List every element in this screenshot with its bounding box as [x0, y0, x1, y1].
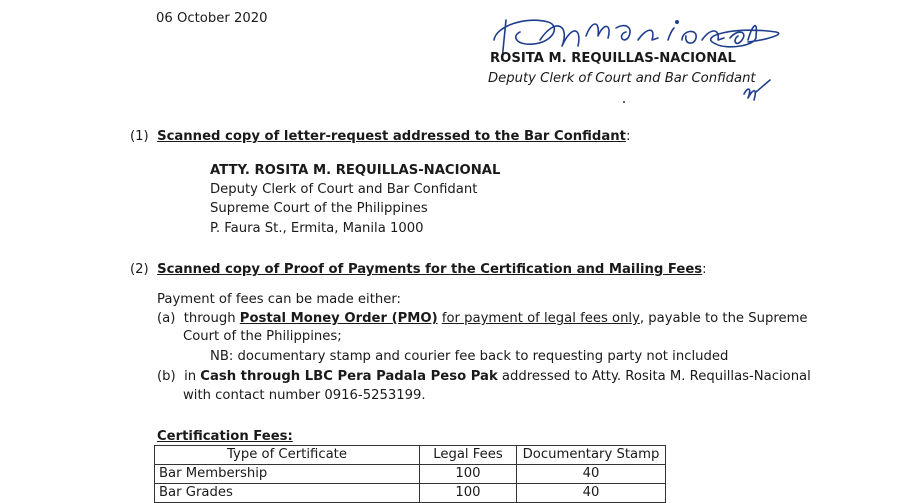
signatory-title: Deputy Clerk of Court and Bar Confidant	[488, 71, 756, 86]
option-label: (a)	[157, 311, 176, 326]
option-label: (b)	[157, 369, 176, 384]
item-heading: Scanned copy of Proof of Payments for the Certification and Mailing Fees	[157, 262, 703, 277]
payment-intro: Payment of fees can be made either:	[157, 292, 401, 307]
option-text: in	[184, 369, 201, 384]
signatory-name: ROSITA M. REQUILLAS-NACIONAL	[490, 51, 736, 66]
address-line: P. Faura St., Ermita, Manila 1000	[210, 221, 424, 236]
certification-fees-heading: Certification Fees:	[157, 429, 293, 444]
table-row	[155, 465, 666, 484]
table-cell: 40	[517, 465, 666, 484]
payment-option-b	[157, 367, 811, 386]
table-cell: 100	[420, 484, 517, 503]
item-colon: :	[625, 129, 631, 144]
table-header-row	[155, 446, 666, 465]
address-line: Deputy Clerk of Court and Bar Confidant	[210, 182, 478, 197]
payment-note: NB: documentary stamp and courier fee back to requesting party not included	[210, 349, 729, 364]
table-cell: Bar Membership	[155, 465, 420, 484]
option-method: Postal Money Order (PMO)	[239, 311, 438, 326]
column-header: Type of Certificate	[155, 446, 420, 465]
option-text: , payable to the Supreme	[639, 311, 808, 326]
item-number: (2)	[130, 262, 149, 277]
decorative-dot	[623, 101, 625, 103]
column-header: Documentary Stamp	[517, 446, 666, 465]
certification-fees-table	[154, 445, 666, 503]
item-heading: Scanned copy of letter-request addressed to the Bar Confidant	[157, 129, 626, 144]
letter-date: 06 October 2020	[156, 11, 268, 26]
item-colon: :	[702, 262, 707, 277]
item-number: (1)	[130, 129, 149, 144]
table-cell: 40	[517, 484, 666, 503]
payment-option-a-line2: Court of the Philippines;	[183, 329, 342, 344]
table-cell: 100	[420, 465, 517, 484]
option-text: through	[183, 311, 240, 326]
payment-option-a	[157, 309, 808, 328]
address-line: Supreme Court of the Philippines	[210, 201, 428, 216]
option-method: Cash through LBC Pera Padala Peso Pak	[200, 369, 498, 384]
requirement-item-2	[130, 260, 707, 279]
option-restriction: for payment of legal fees only	[441, 311, 640, 326]
payment-option-b-line2: with contact number 0916-5253199.	[183, 388, 426, 403]
column-header: Legal Fees	[420, 446, 517, 465]
table-cell: Bar Grades	[155, 484, 420, 503]
requirement-item-1	[130, 127, 630, 146]
option-text: addressed to Atty. Rosita M. Requillas-Nacional	[497, 369, 811, 384]
address-name: ATTY. ROSITA M. REQUILLAS-NACIONAL	[210, 163, 501, 178]
